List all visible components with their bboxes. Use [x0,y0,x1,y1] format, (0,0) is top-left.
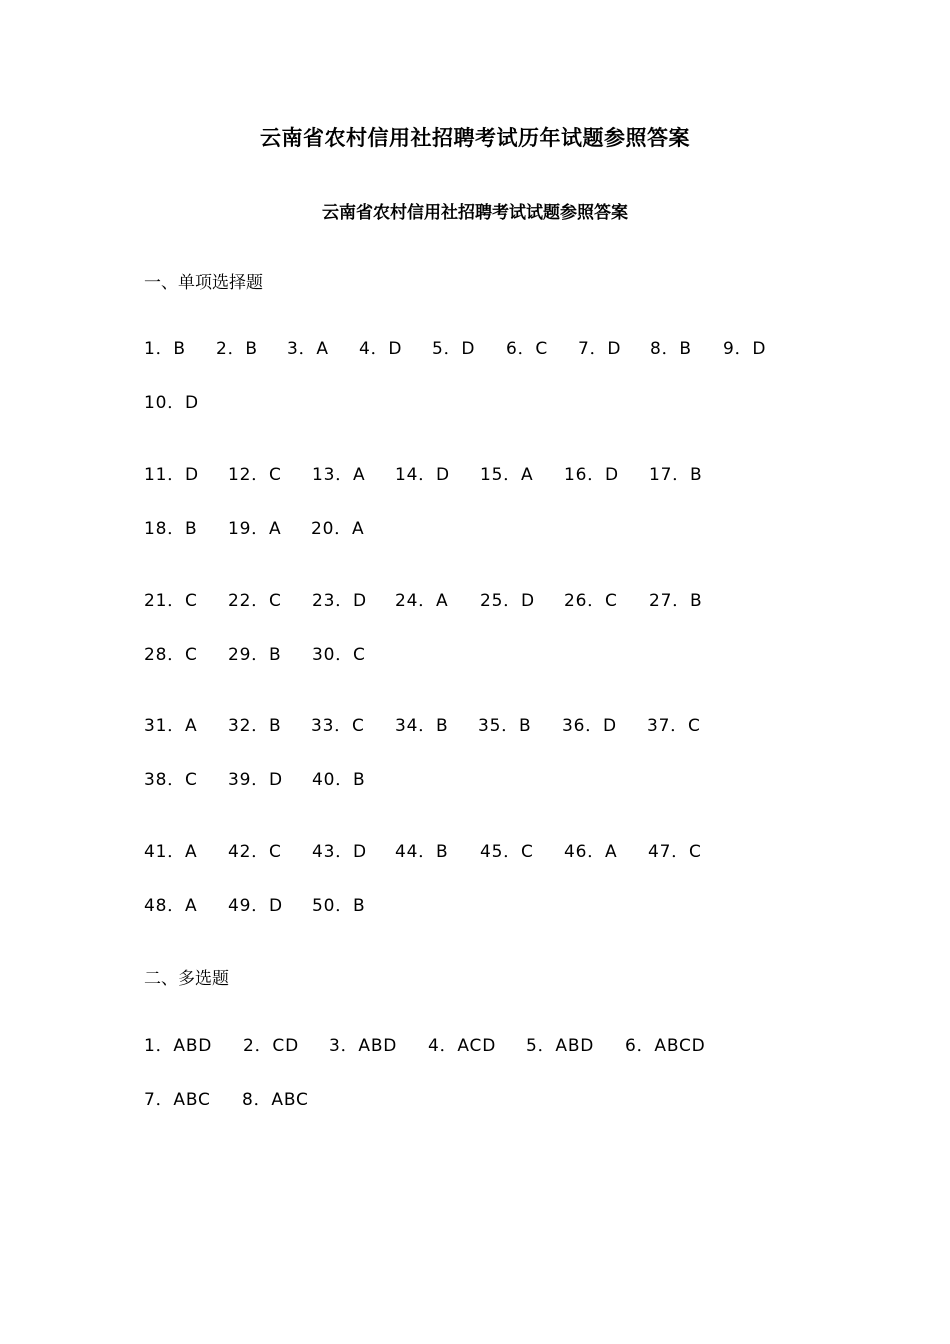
answer-item: 27．B [649,591,703,611]
answer-item: 8．ABC [242,1090,309,1110]
answer-item: 14．D [395,465,450,485]
answer-item: 29．B [228,645,282,665]
answer-item: 47．C [648,842,702,862]
answer-item: 5．ABD [526,1036,595,1056]
answer-item: 15．A [480,465,534,485]
answer-item: 39．D [228,770,283,790]
answer-item: 46．A [564,842,618,862]
answer-item: 31．A [144,716,198,736]
answer-item: 24．A [395,591,449,611]
answer-item: 3．A [287,339,329,359]
answer-item: 35．B [478,716,532,736]
answer-item: 7．D [578,339,622,359]
answer-item: 32．B [228,716,282,736]
answer-item: 50．B [312,896,366,916]
answer-item: 19．A [228,519,282,539]
answer-item: 4．D [359,339,403,359]
answer-item: 21．C [144,591,198,611]
answer-item: 1．ABD [144,1036,213,1056]
answer-item: 10．D [144,393,199,413]
answer-item: 7．ABC [144,1090,211,1110]
answer-item: 3．ABD [329,1036,398,1056]
section-heading-multiple-choice: 二、多选题 [144,969,229,989]
answer-item: 20．A [311,519,365,539]
answer-item: 2．CD [243,1036,299,1056]
answer-item: 6．ABCD [625,1036,706,1056]
answer-item: 25．D [480,591,535,611]
answer-item: 40．B [312,770,366,790]
answer-item: 11．D [144,465,199,485]
answer-item: 12．C [228,465,282,485]
answer-item: 8．B [650,339,692,359]
answer-item: 6．C [506,339,549,359]
answer-item: 26．C [564,591,618,611]
answer-item: 44．B [395,842,449,862]
document-title: 云南省农村信用社招聘考试历年试题参照答案 [260,125,690,150]
answer-item: 48．A [144,896,198,916]
answer-item: 23．D [312,591,367,611]
answer-item: 43．D [312,842,367,862]
answer-item: 45．C [480,842,534,862]
section-heading-single-choice: 一、单项选择题 [144,273,263,293]
answer-item: 5．D [432,339,476,359]
answer-item: 38．C [144,770,198,790]
answer-item: 28．C [144,645,198,665]
answer-item: 41．A [144,842,198,862]
answer-item: 49．D [228,896,283,916]
answer-item: 18．B [144,519,198,539]
answer-item: 16．D [564,465,619,485]
answer-item: 30．C [312,645,366,665]
answer-item: 37．C [647,716,701,736]
answer-item: 13．A [312,465,366,485]
answer-item: 33．C [311,716,365,736]
answer-item: 9．D [723,339,767,359]
answer-item: 4．ACD [428,1036,497,1056]
answer-item: 2．B [216,339,258,359]
answer-item: 42．C [228,842,282,862]
answer-item: 22．C [228,591,282,611]
answer-item: 17．B [649,465,703,485]
document-subtitle: 云南省农村信用社招聘考试试题参照答案 [322,203,628,223]
answer-item: 36．D [562,716,617,736]
answer-item: 34．B [395,716,449,736]
answer-item: 1．B [144,339,186,359]
